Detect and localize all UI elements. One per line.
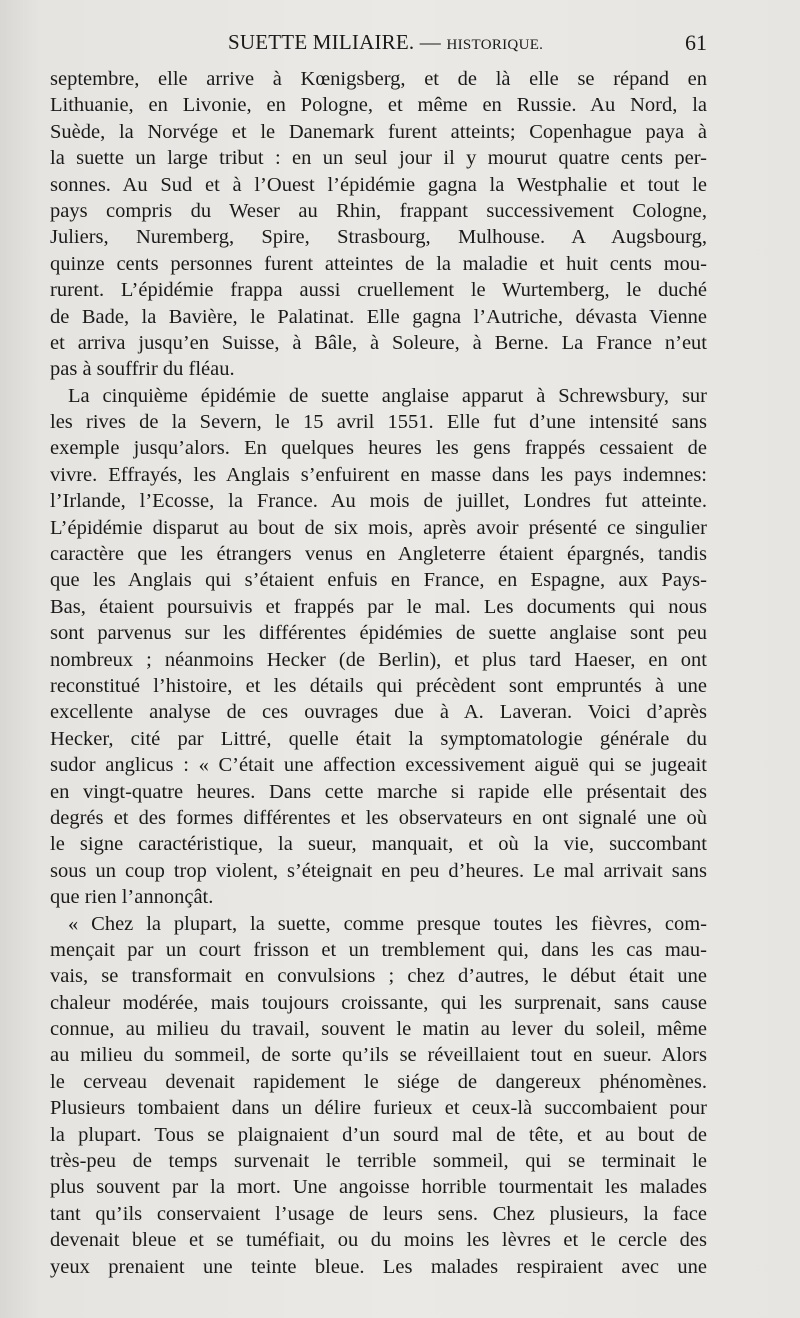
text-line: en vingt-quatre heures. Dans cette marche si rapide elle présentait des — [50, 780, 707, 803]
text-line: septembre, elle arrive à Kœnigsberg, et de là elle se répand en — [50, 68, 707, 90]
text-line: caractère que les étrangers venus en Angleterre étaient épargnés, tandis — [50, 543, 707, 566]
text-line: la suette un large tribut : en un seul jour il y mourut quatre cents per- — [50, 147, 707, 170]
page-number: 61 — [685, 30, 707, 55]
text-line: Hecker, cité par Littré, quelle était la symptomatologie générale du — [50, 727, 707, 750]
text-line: que rien l’annonçât. — [50, 886, 214, 909]
text-line: et arriva jusqu’en Suisse, à Bâle, à Soleure, à Berne. La France n’eut — [50, 331, 707, 354]
page-header — [50, 30, 707, 60]
text-line: au milieu du sommeil, de sorte qu’ils se réveillaient tout en sueur. Alors — [50, 1044, 707, 1067]
text-line: pas à souffrir du fléau. — [50, 358, 235, 381]
text-line: sous un coup trop violent, s’éteignait en peu d’heures. Le mal arrivait sans — [50, 859, 707, 882]
text-line: le signe caractéristique, la sueur, manquait, et où la vie, succombant — [50, 833, 707, 856]
running-title: SUETTE MILIAIRE. — — [228, 30, 447, 54]
text-line: nombreux ; néanmoins Hecker (de Berlin), et plus tard Haeser, en ont — [50, 648, 707, 671]
body-text — [50, 66, 707, 1280]
text-line: degrés et des formes différentes et les observateurs en ont signalé une où — [50, 806, 707, 829]
text-line: vivre. Effrayés, les Anglais s’enfuirent en masse dans les pays indemnes: — [50, 463, 707, 486]
text-line: pays compris du Weser au Rhin, frappant successivement Cologne, — [50, 199, 707, 222]
text-line: Lithuanie, en Livonie, en Pologne, et même en Russie. Au Nord, la — [50, 94, 707, 117]
text-line: vais, se transformait en convulsions ; chez d’autres, le début était une — [50, 965, 707, 988]
text-line: que les Anglais qui s’étaient enfuis en France, en Espagne, aux Pays- — [50, 569, 707, 592]
text-line: sudor anglicus : « C’était une affection excessivement aiguë qui se jugeait — [50, 754, 707, 777]
text-line: rurent. L’épidémie frappa aussi cruellement le Wurtemberg, le duché — [50, 279, 707, 302]
text-line: connue, au milieu du travail, souvent le matin au lever du soleil, même — [50, 1018, 707, 1041]
text-line: sonnes. Au Sud et à l’Ouest l’épidémie gagna la Westphalie et tout le — [50, 173, 707, 196]
text-line: yeux prenaient une teinte bleue. Les malades respiraient avec une — [50, 1255, 707, 1278]
text-line: mençait par un court frisson et un tremblement qui, dans les cas mau- — [50, 938, 707, 961]
text-line: quinze cents personnes furent atteintes de la maladie et huit cents mou- — [50, 252, 707, 275]
text-line: le cerveau devenait rapidement le siége de dangereux phénomènes. — [50, 1070, 707, 1093]
text-line: Plusieurs tombaient dans un délire furieux et ceux-là succombaient pour — [50, 1097, 707, 1120]
text-line: reconstitué l’histoire, et les détails qui précèdent sont empruntés à une — [50, 674, 707, 697]
text-line: devenait bleue et se tuméfiait, ou du moins les lèvres et le cercle des — [50, 1229, 707, 1252]
text-line: plus souvent par la mort. Une angoisse horrible tourmentait les malades — [50, 1176, 707, 1199]
text-line: chaleur modérée, mais toujours croissante, qui les surprenait, sans cause — [50, 991, 707, 1014]
text-line: « Chez la plupart, la suette, comme presque toutes les fièvres, com- — [68, 912, 707, 935]
text-line: Bas, étaient poursuivis et frappés par le mal. Les documents qui nous — [50, 595, 707, 618]
text-line: excellente analyse de ces ouvrages due à A. Laveran. Voici d’après — [50, 701, 707, 724]
text-line: L’épidémie disparut au bout de six mois, après avoir présenté ce singulier — [50, 516, 707, 539]
text-line: La cinquième épidémie de suette anglaise apparut à Schrewsbury, sur — [68, 384, 707, 407]
section-label: HISTORIQUE. — [446, 37, 544, 53]
text-line: tant qu’ils conservaient l’usage de leurs sens. Chez plusieurs, la face — [50, 1202, 707, 1225]
running-head — [228, 30, 543, 55]
text-line: Suède, la Norvége et le Danemark furent atteints; Copenhague paya à — [50, 120, 707, 143]
text-line: Juliers, Nuremberg, Spire, Strasbourg, Mulhouse. A Augsbourg, — [50, 226, 707, 249]
text-line: la plupart. Tous se plaignaient d’un sourd mal de tête, et au bout de — [50, 1123, 707, 1146]
text-line: exemple jusqu’alors. En quelques heures les gens frappés cessaient de — [50, 437, 707, 460]
text-line: sont parvenus sur les différentes épidémies de suette anglaise sont peu — [50, 622, 707, 645]
text-line: très-peu de temps survenait le terrible sommeil, qui se terminait le — [50, 1150, 707, 1173]
text-line: les rives de la Severn, le 15 avril 1551. Elle fut d’une intensité sans — [50, 411, 707, 434]
text-line: de Bade, la Bavière, le Palatinat. Elle gagna l’Autriche, dévasta Vienne — [50, 305, 707, 328]
text-line: l’Irlande, l’Ecosse, la France. Au mois de juillet, Londres fut atteinte. — [50, 490, 707, 513]
